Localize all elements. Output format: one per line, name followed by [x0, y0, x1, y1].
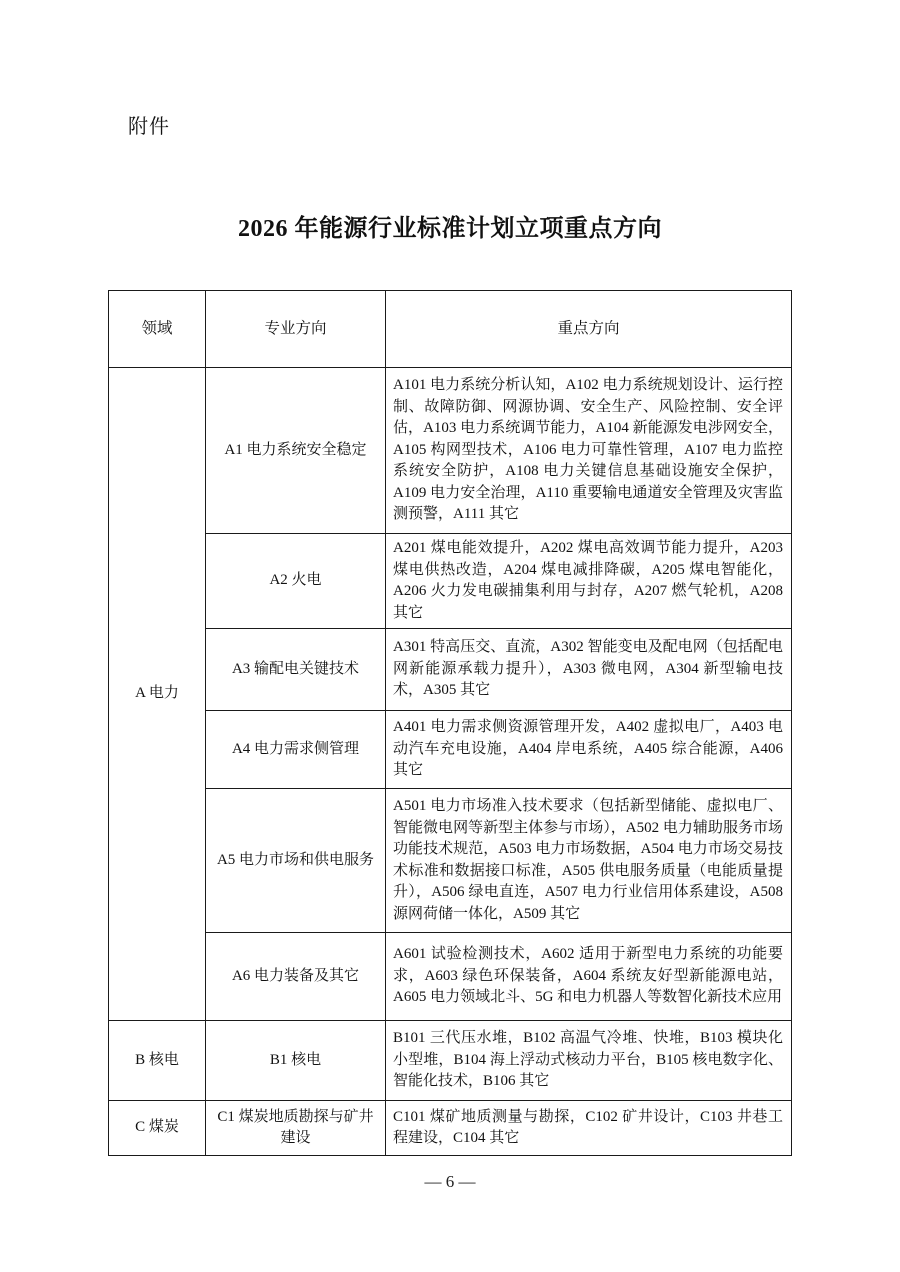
- direction-cell-a6: A6 电力装备及其它: [206, 933, 386, 1021]
- page-number: — 6 —: [424, 1172, 476, 1191]
- focus-cell-b1: B101 三代压水堆，B102 高温气冷堆、快堆，B103 模块化小型堆，B104 海上浮动式核动力平台，B105 核电数字化、智能化技术，B106 其它: [386, 1021, 792, 1101]
- focus-cell-a6: A601 试验检测技术，A602 适用于新型电力系统的功能要求，A603 绿色环保装备，A604 系统友好型新能源电站，A605 电力领域北斗、5G 和电力机器人等数智化新技术应用: [386, 933, 792, 1021]
- focus-cell-a2: A201 煤电能效提升，A202 煤电高效调节能力提升，A203 煤电供热改造，A204 煤电减排降碳，A205 煤电智能化，A206 火力发电碳捕集利用与封存，A207 燃气轮机，A208 其它: [386, 534, 792, 629]
- table-row-a1: [109, 368, 792, 534]
- table-row-a5: [109, 789, 792, 933]
- focus-cell-a5: A501 电力市场准入技术要求（包括新型储能、虚拟电厂、智能微电网等新型主体参与市场），A502 电力辅助服务市场功能技术规范，A503 电力市场数据，A504 电力市场交易技术标准和数据接口标准，A505 供电服务质量（电能质量提升），A506 绿电直连，A507 电力行业信用体系建设，A508 源网荷储一体化，A509 其它: [386, 789, 792, 933]
- header-cell-key-direction: 重点方向: [386, 291, 792, 368]
- page-title: 2026 年能源行业标准计划立项重点方向: [238, 216, 662, 242]
- table-header-row: [109, 291, 792, 368]
- field-cell-nuclear-power: B 核电: [109, 1021, 206, 1101]
- header-cell-field: 领域: [109, 291, 206, 368]
- direction-cell-a3: A3 输配电关键技术: [206, 629, 386, 711]
- attachment-label: 附件: [128, 116, 170, 138]
- focus-cell-a4: A401 电力需求侧资源管理开发，A402 虚拟电厂，A403 电动汽车充电设施，A404 岸电系统，A405 综合能源，A406 其它: [386, 711, 792, 789]
- focus-cell-c1: C101 煤矿地质测量与勘探，C102 矿井设计，C103 井巷工程建设，C104 其它: [386, 1101, 792, 1156]
- table-row-a4: [109, 711, 792, 789]
- focus-cell-a3: A301 特高压交、直流，A302 智能变电及配电网（包括配电网新能源承载力提升），A303 微电网，A304 新型输电技术，A305 其它: [386, 629, 792, 711]
- table-row-a6: [109, 933, 792, 1021]
- focus-cell-a1: A101 电力系统分析认知，A102 电力系统规划设计、运行控制、故障防御、网源协调、安全生产、风险控制、安全评估，A103 电力系统调节能力，A104 新能源发电涉网安全，A105 构网型技术，A106 电力可靠性管理，A107 电力监控系统安全防护，A108 电力关键信息基础设施安全保护，A109 电力安全治理，A110 重要输电通道安全管理及灾害监测预警，A111 其它: [386, 368, 792, 534]
- direction-cell-a5: A5 电力市场和供电服务: [206, 789, 386, 933]
- field-cell-coal: C 煤炭: [109, 1101, 206, 1156]
- direction-cell-b1: B1 核电: [206, 1021, 386, 1101]
- standards-table: [108, 290, 792, 1156]
- table-row-a3: [109, 629, 792, 711]
- table-row-a2: [109, 534, 792, 629]
- direction-cell-c1: C1 煤炭地质勘探与矿井建设: [206, 1101, 386, 1156]
- header-cell-specialty-direction: 专业方向: [206, 291, 386, 368]
- direction-cell-a2: A2 火电: [206, 534, 386, 629]
- direction-cell-a1: A1 电力系统安全稳定: [206, 368, 386, 534]
- field-cell-electric-power: A 电力: [109, 368, 206, 1021]
- table-row-c1: [109, 1101, 792, 1156]
- table-row-b1: [109, 1021, 792, 1101]
- direction-cell-a4: A4 电力需求侧管理: [206, 711, 386, 789]
